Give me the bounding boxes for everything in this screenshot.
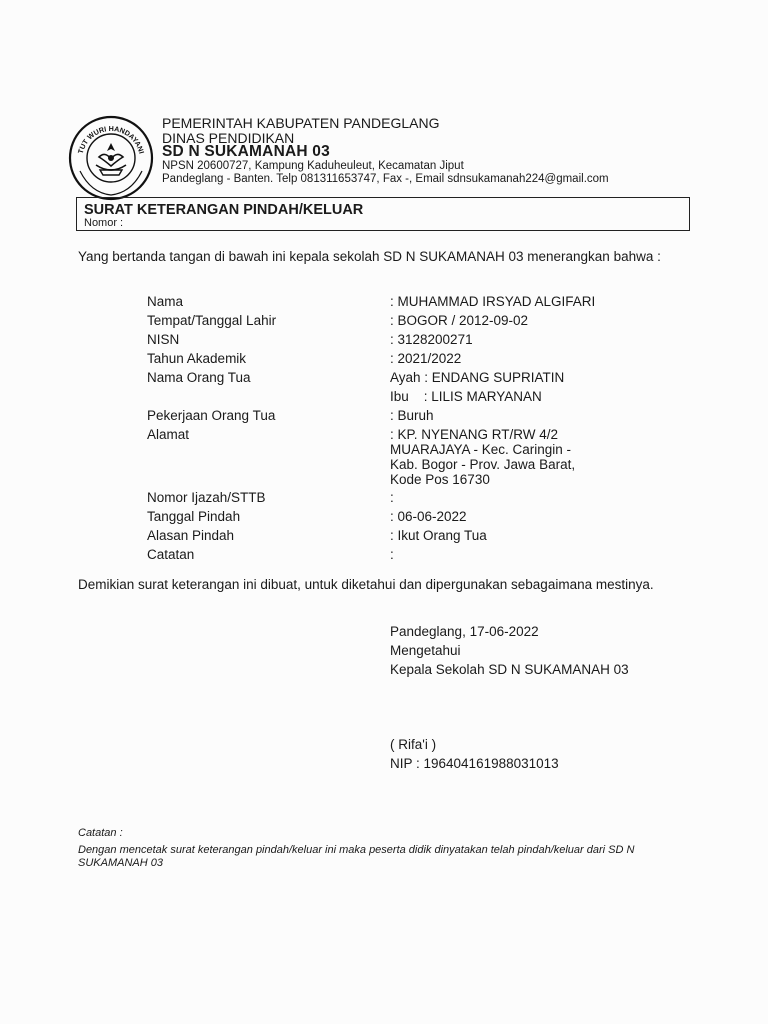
- letterhead-address: NPSN 20600727, Kampung Kaduheuleut, Kecamatan Jiput: [162, 160, 464, 172]
- field-label-nama: Nama: [147, 294, 184, 309]
- document-title-box: [76, 197, 690, 231]
- signature-mengetahui: Mengetahui: [390, 643, 461, 658]
- field-value-catatan: :: [390, 547, 394, 562]
- closing-paragraph: Demikian surat keterangan ini dibuat, untuk diketahui dan dipergunakan sebagaimana mestinya.: [78, 577, 654, 592]
- field-label-alasan: Alasan Pindah: [147, 528, 235, 543]
- signature-place-date: Pandeglang, 17-06-2022: [390, 624, 539, 639]
- field-label-catatan: Catatan: [147, 547, 195, 562]
- document-number: Nomor :: [84, 217, 124, 229]
- field-value-ttl: : BOGOR / 2012-09-02: [390, 313, 529, 328]
- field-value-tanggal-pindah: : 06-06-2022: [390, 509, 467, 524]
- document-title: SURAT KETERANGAN PINDAH/KELUAR: [84, 202, 364, 218]
- field-label-pekerjaan: Pekerjaan Orang Tua: [147, 408, 276, 423]
- field-label-tahun: Tahun Akademik: [147, 351, 247, 366]
- field-label-ttl: Tempat/Tanggal Lahir: [147, 313, 277, 328]
- field-value-alamat-4: Kode Pos 16730: [390, 472, 490, 487]
- letterhead-department: DINAS PENDIDIKAN: [162, 130, 295, 146]
- field-value-ayah: Ayah : ENDANG SUPRIATIN: [390, 370, 565, 385]
- field-label-alamat: Alamat: [147, 427, 190, 442]
- field-value-alamat-2: MUARAJAYA - Kec. Caringin -: [390, 442, 572, 457]
- intro-paragraph: Yang bertanda tangan di bawah ini kepala sekolah SD N SUKAMANAH 03 menerangkan bahwa :: [78, 249, 661, 264]
- field-value-alamat-1: : KP. NYENANG RT/RW 4/2: [390, 427, 559, 442]
- signature-name: ( Rifa'i ): [390, 737, 437, 752]
- field-value-alamat-3: Kab. Bogor - Prov. Jawa Barat,: [390, 457, 576, 472]
- letterhead-contact: Pandeglang - Banten. Telp 081311653747, Fax -, Email sdnsukamanah224@gmail.com: [162, 173, 609, 185]
- svg-text:TUT WURI HANDAYANI: [76, 124, 146, 155]
- letterhead-government: PEMERINTAH KABUPATEN PANDEGLANG: [162, 115, 440, 131]
- field-label-tanggal-pindah: Tanggal Pindah: [147, 509, 241, 524]
- signature-nip: NIP : 196404161988031013: [390, 756, 559, 771]
- field-label-nisn: NISN: [147, 332, 180, 347]
- footnote-label: Catatan :: [78, 827, 123, 839]
- field-label-ortu: Nama Orang Tua: [147, 370, 251, 385]
- field-value-nisn: : 3128200271: [390, 332, 473, 347]
- signature-position: Kepala Sekolah SD N SUKAMANAH 03: [390, 662, 629, 677]
- field-value-pekerjaan: : Buruh: [390, 408, 434, 423]
- field-value-alasan: : Ikut Orang Tua: [390, 528, 487, 543]
- logo-motto: TUT WURI HANDAYANI: [75, 123, 147, 155]
- field-value-ijazah: :: [390, 490, 394, 505]
- field-label-ijazah: Nomor Ijazah/STTB: [147, 490, 266, 505]
- letterhead-school-name: SD N SUKAMANAH 03: [162, 143, 330, 160]
- field-value-nama: : MUHAMMAD IRSYAD ALGIFARI: [390, 294, 596, 309]
- field-value-ibu: Ibu : LILIS MARYANAN: [390, 389, 542, 404]
- footnote-text: Dengan mencetak surat keterangan pindah/keluar ini maka peserta didik dinyatakan telah pindah/keluar dari SD N SUKAMANAH 03: [78, 844, 635, 869]
- school-logo: [66, 113, 156, 203]
- field-value-tahun: : 2021/2022: [390, 351, 462, 366]
